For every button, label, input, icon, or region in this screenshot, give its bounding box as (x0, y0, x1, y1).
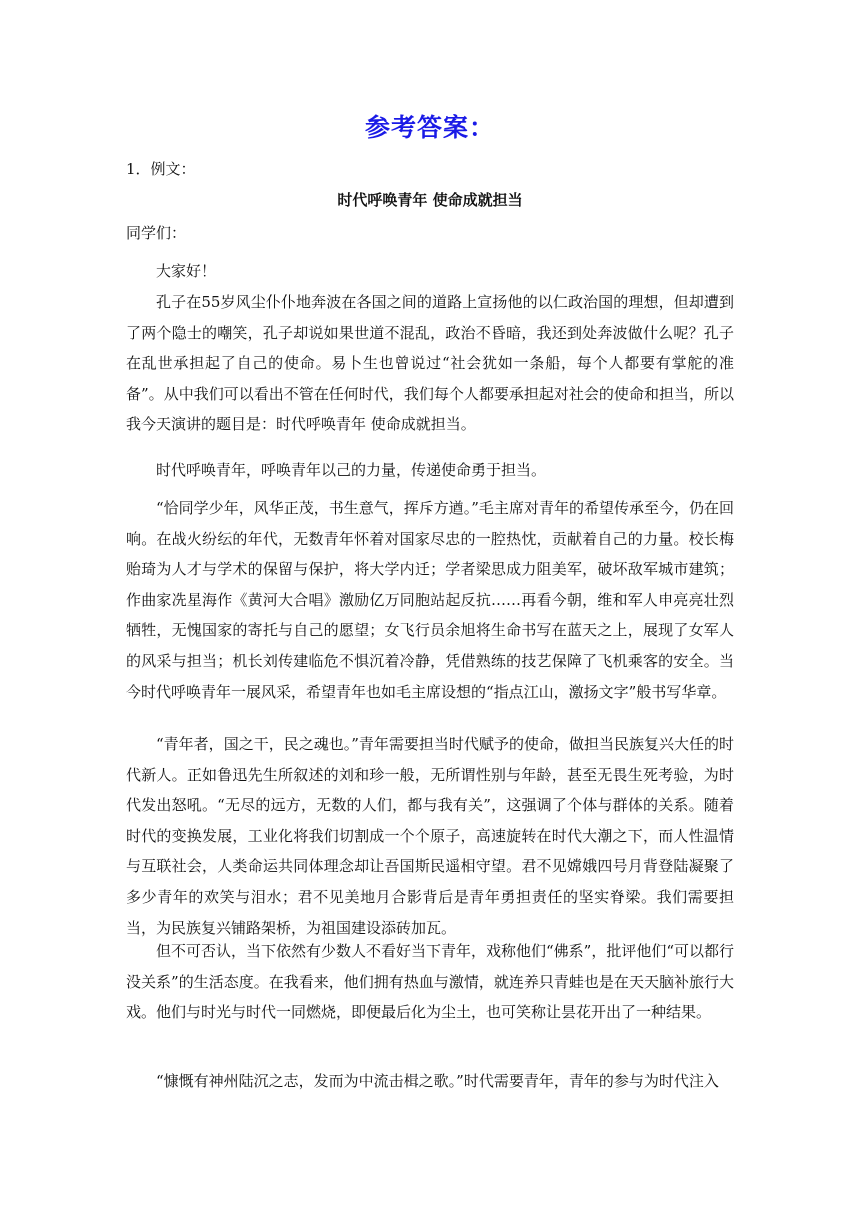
essay-paragraph-3: “恰同学少年，风华正茂，书生意气，挥斥方遒。”毛主席对青年的希望传承至今，仍在回响。在战火纷纭的年代，无数青年怀着对国家尽忠的一腔热忱，贡献着自己的力量。校长梅贻琦为人才与学术的保留与保护，将大学内迁；学者梁思成力阻美军，破坏敌军城市建筑；作曲家冼星海作《黄河大合唱》激励亿万同胞站起反抗……再看今朝，维和军人申亮亮壮烈牺牲，无愧国家的寄托与自己的愿望；女飞行员余旭将生命书写在蓝天之上，展现了女军人的风采与担当；机长刘传建临危不惧沉着冷静，凭借熟练的技艺保障了飞机乘客的安全。当今时代呼唤青年一展风采，希望青年也如毛主席设想的“指点江山，激扬文字”般书写华章。 (126, 499, 734, 701)
essay-paragraph-2: 时代呼唤青年，呼唤青年以己的力量，传递使命勇于担当。 (156, 461, 547, 479)
essay-paragraph-6: “慷慨有神州陆沉之志，发而为中流击楫之歌。”时代需要青年，青年的参与为时代注入 (156, 1072, 719, 1090)
essay-paragraph-1: 孔子在55岁风尘仆仆地奔波在各国之间的道路上宣扬他的以仁政治国的理想，但却遭到了两个隐士的嘲笑，孔子却说如果世道不混乱，政治不昏暗，我还到处奔波做什么呢？孔子在乱世承担起了自己的使命。易卜生也曾说过“社会犹如一条船，每个人都要有掌舵的准备”。从中我们可以看出不管在任何时代，我们每个人都要承担起对社会的使命和担当，所以我今天演讲的题目是：时代呼唤青年 使命成就担当。 (126, 293, 734, 434)
essay-paragraph-5: 但不可否认，当下依然有少数人不看好当下青年，戏称他们“佛系”，批评他们“可以都行没关系”的生活态度。在我看来，他们拥有热血与激情，就连养只青蛙也是在天天脑补旅行大戏。他们与时光与时代一同燃烧，即便最后化为尘土，也可笑称让昙花开出了一种结果。 (126, 942, 735, 1022)
essay-salutation: 同学们： (126, 224, 187, 242)
answer-heading: 参考答案： (364, 113, 495, 142)
essay-greeting: 大家好！ (156, 262, 217, 280)
question-label: 1．例文： (126, 160, 196, 178)
essay-title: 时代呼唤青年 使命成就担当 (337, 191, 523, 209)
essay-paragraph-4: “青年者，国之干，民之魂也。”青年需要担当时代赋予的使命，做担当民族复兴大任的时代新人。正如鲁迅先生所叙述的刘和珍一般，无所谓性别与年龄，甚至无畏生死考验，为时代发出怒吼。“无尽的远方，无数的人们，都与我有关”，这强调了个体与群体的关系。随着时代的变换发展，工业化将我们切割成一个个原子，高速旋转在时代大潮之下，而人性温情与互联社会，人类命运共同体理念却让吾国斯民遥相守望。君不见嫦娥四号月背登陆凝聚了多少青年的欢笑与泪水；君不见美地月合影背后是青年勇担责任的坚实脊梁。我们需要担当，为民族复兴铺路架桥，为祖国建设添砖加瓦。 (126, 735, 734, 937)
